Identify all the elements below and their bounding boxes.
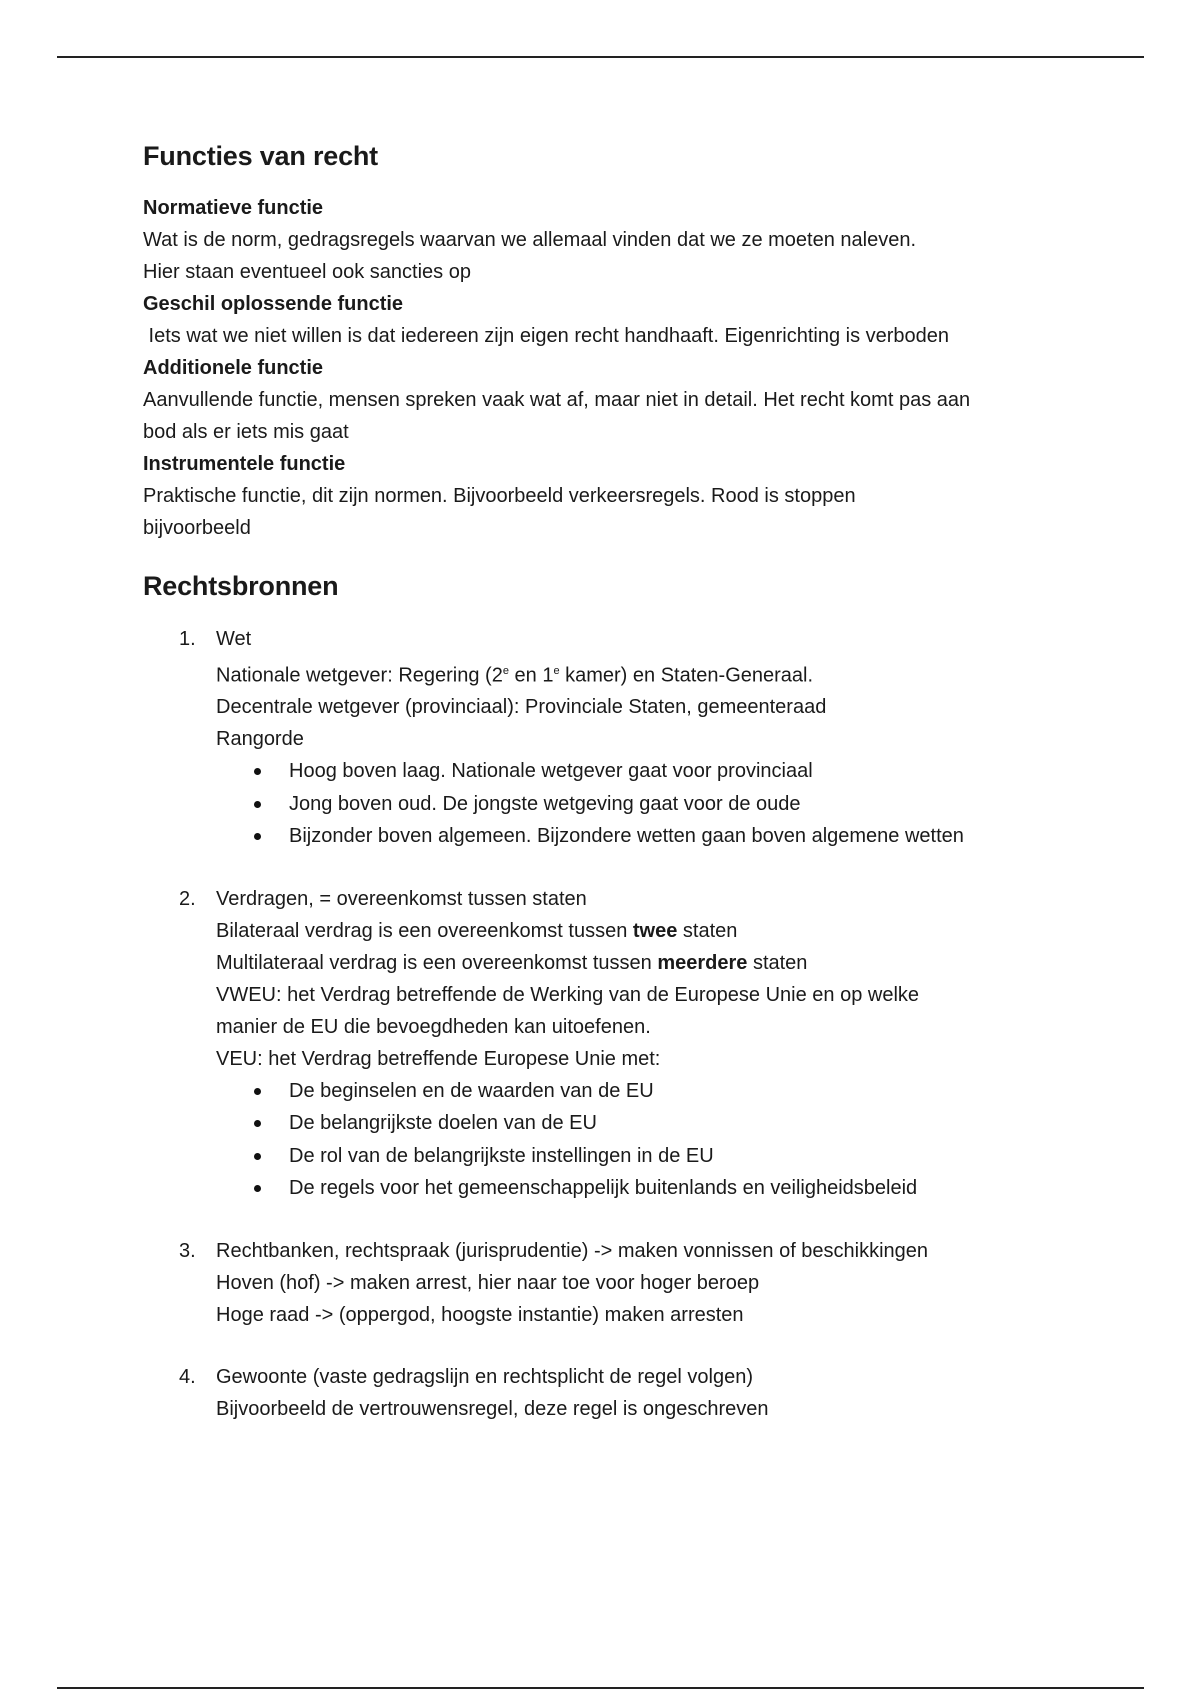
function-title: Instrumentele functie xyxy=(143,453,346,476)
source-line: Hoven (hof) -> maken arrest, hier naar toe voor hoger beroep xyxy=(216,1271,760,1294)
function-instrumentele xyxy=(143,448,1073,544)
source-title: Gewoonte (vaste gedragslijn en rechtsplicht de regel volgen) xyxy=(216,1365,753,1388)
source-gewoonte xyxy=(143,1361,1073,1425)
function-normatieve xyxy=(143,192,1073,288)
bullet-item: De rol van de belangrijkste instellingen in de EU xyxy=(216,1140,1073,1173)
function-text: bod als er iets mis gaat xyxy=(143,421,349,444)
function-title: Geschil oplossende functie xyxy=(143,293,404,316)
source-title: Rechtbanken, rechtspraak (jurisprudentie) -> maken vonnissen of beschikkingen xyxy=(216,1239,929,1262)
source-line: VEU: het Verdrag betreffende Europese Unie met: xyxy=(216,1047,661,1070)
veu-bullets xyxy=(216,1075,1073,1205)
function-text: Hier staan eventueel ook sancties op xyxy=(143,261,471,284)
source-line: Bijvoorbeeld de vertrouwensregel, deze regel is ongeschreven xyxy=(216,1397,769,1420)
bullet-item: De belangrijkste doelen van de EU xyxy=(216,1107,1073,1140)
list-number: 4. xyxy=(179,1365,196,1388)
source-verdragen xyxy=(143,883,1073,1205)
source-line: Hoge raad -> (oppergod, hoogste instantie) maken arresten xyxy=(216,1303,744,1326)
bullet-item: Jong boven oud. De jongste wetgeving gaat voor de oude xyxy=(216,788,1073,821)
source-line: VWEU: het Verdrag betreffende de Werking van de Europese Unie en op welke xyxy=(216,983,920,1006)
bullet-item: De regels voor het gemeenschappelijk buitenlands en veiligheidsbeleid xyxy=(216,1172,1073,1205)
source-rechtbanken xyxy=(143,1235,1073,1331)
function-text: Praktische functie, dit zijn normen. Bijvoorbeeld verkeersregels. Rood is stoppen xyxy=(143,485,856,508)
function-text: Aanvullende functie, mensen spreken vaak wat af, maar niet in detail. Het recht komt pas aan xyxy=(143,389,971,412)
list-number: 1. xyxy=(179,627,196,650)
function-text: bijvoorbeeld xyxy=(143,517,251,540)
source-title: Verdragen, = overeenkomst tussen staten xyxy=(216,887,587,910)
source-line: Rangorde xyxy=(216,728,304,751)
function-title: Normatieve functie xyxy=(143,197,324,220)
list-number: 2. xyxy=(179,887,196,910)
heading-functies-van-recht: Functies van recht xyxy=(143,141,378,171)
function-geschil xyxy=(143,288,1073,352)
document-content xyxy=(143,140,1073,1455)
bullet-item: Bijzonder boven algemeen. Bijzondere wetten gaan boven algemene wetten xyxy=(216,820,1073,853)
bilateral-line: Bilateraal verdrag is een overeenkomst tussen twee staten xyxy=(216,919,738,942)
bullet-item: De beginselen en de waarden van de EU xyxy=(216,1075,1073,1108)
function-additionele xyxy=(143,352,1073,448)
header-rule xyxy=(57,56,1144,58)
national-legislator-line: Nationale wetgever: Regering (2e en 1e kamer) en Staten-Generaal. xyxy=(216,664,814,687)
function-title: Additionele functie xyxy=(143,357,323,380)
function-text: Iets wat we niet willen is dat iedereen zijn eigen recht handhaaft. Eigenrichting is verboden xyxy=(143,325,950,348)
source-line: manier de EU die bevoegdheden kan uitoefenen. xyxy=(216,1015,651,1038)
source-wet xyxy=(143,623,1073,853)
bullet-item: Hoog boven laag. Nationale wetgever gaat voor provinciaal xyxy=(216,755,1073,788)
list-number: 3. xyxy=(179,1239,196,1262)
function-text: Wat is de norm, gedragsregels waarvan we allemaal vinden dat we ze moeten naleven. xyxy=(143,229,917,252)
rangorde-bullets xyxy=(216,755,1073,853)
heading-rechtsbronnen: Rechtsbronnen xyxy=(143,571,339,602)
sources-list xyxy=(143,623,1073,1425)
multilateral-line: Multilateraal verdrag is een overeenkomst tussen meerdere staten xyxy=(216,951,808,974)
source-title: Wet xyxy=(216,627,252,650)
footer-rule xyxy=(57,1687,1144,1689)
source-line: Decentrale wetgever (provinciaal): Provinciale Staten, gemeenteraad xyxy=(216,696,827,719)
